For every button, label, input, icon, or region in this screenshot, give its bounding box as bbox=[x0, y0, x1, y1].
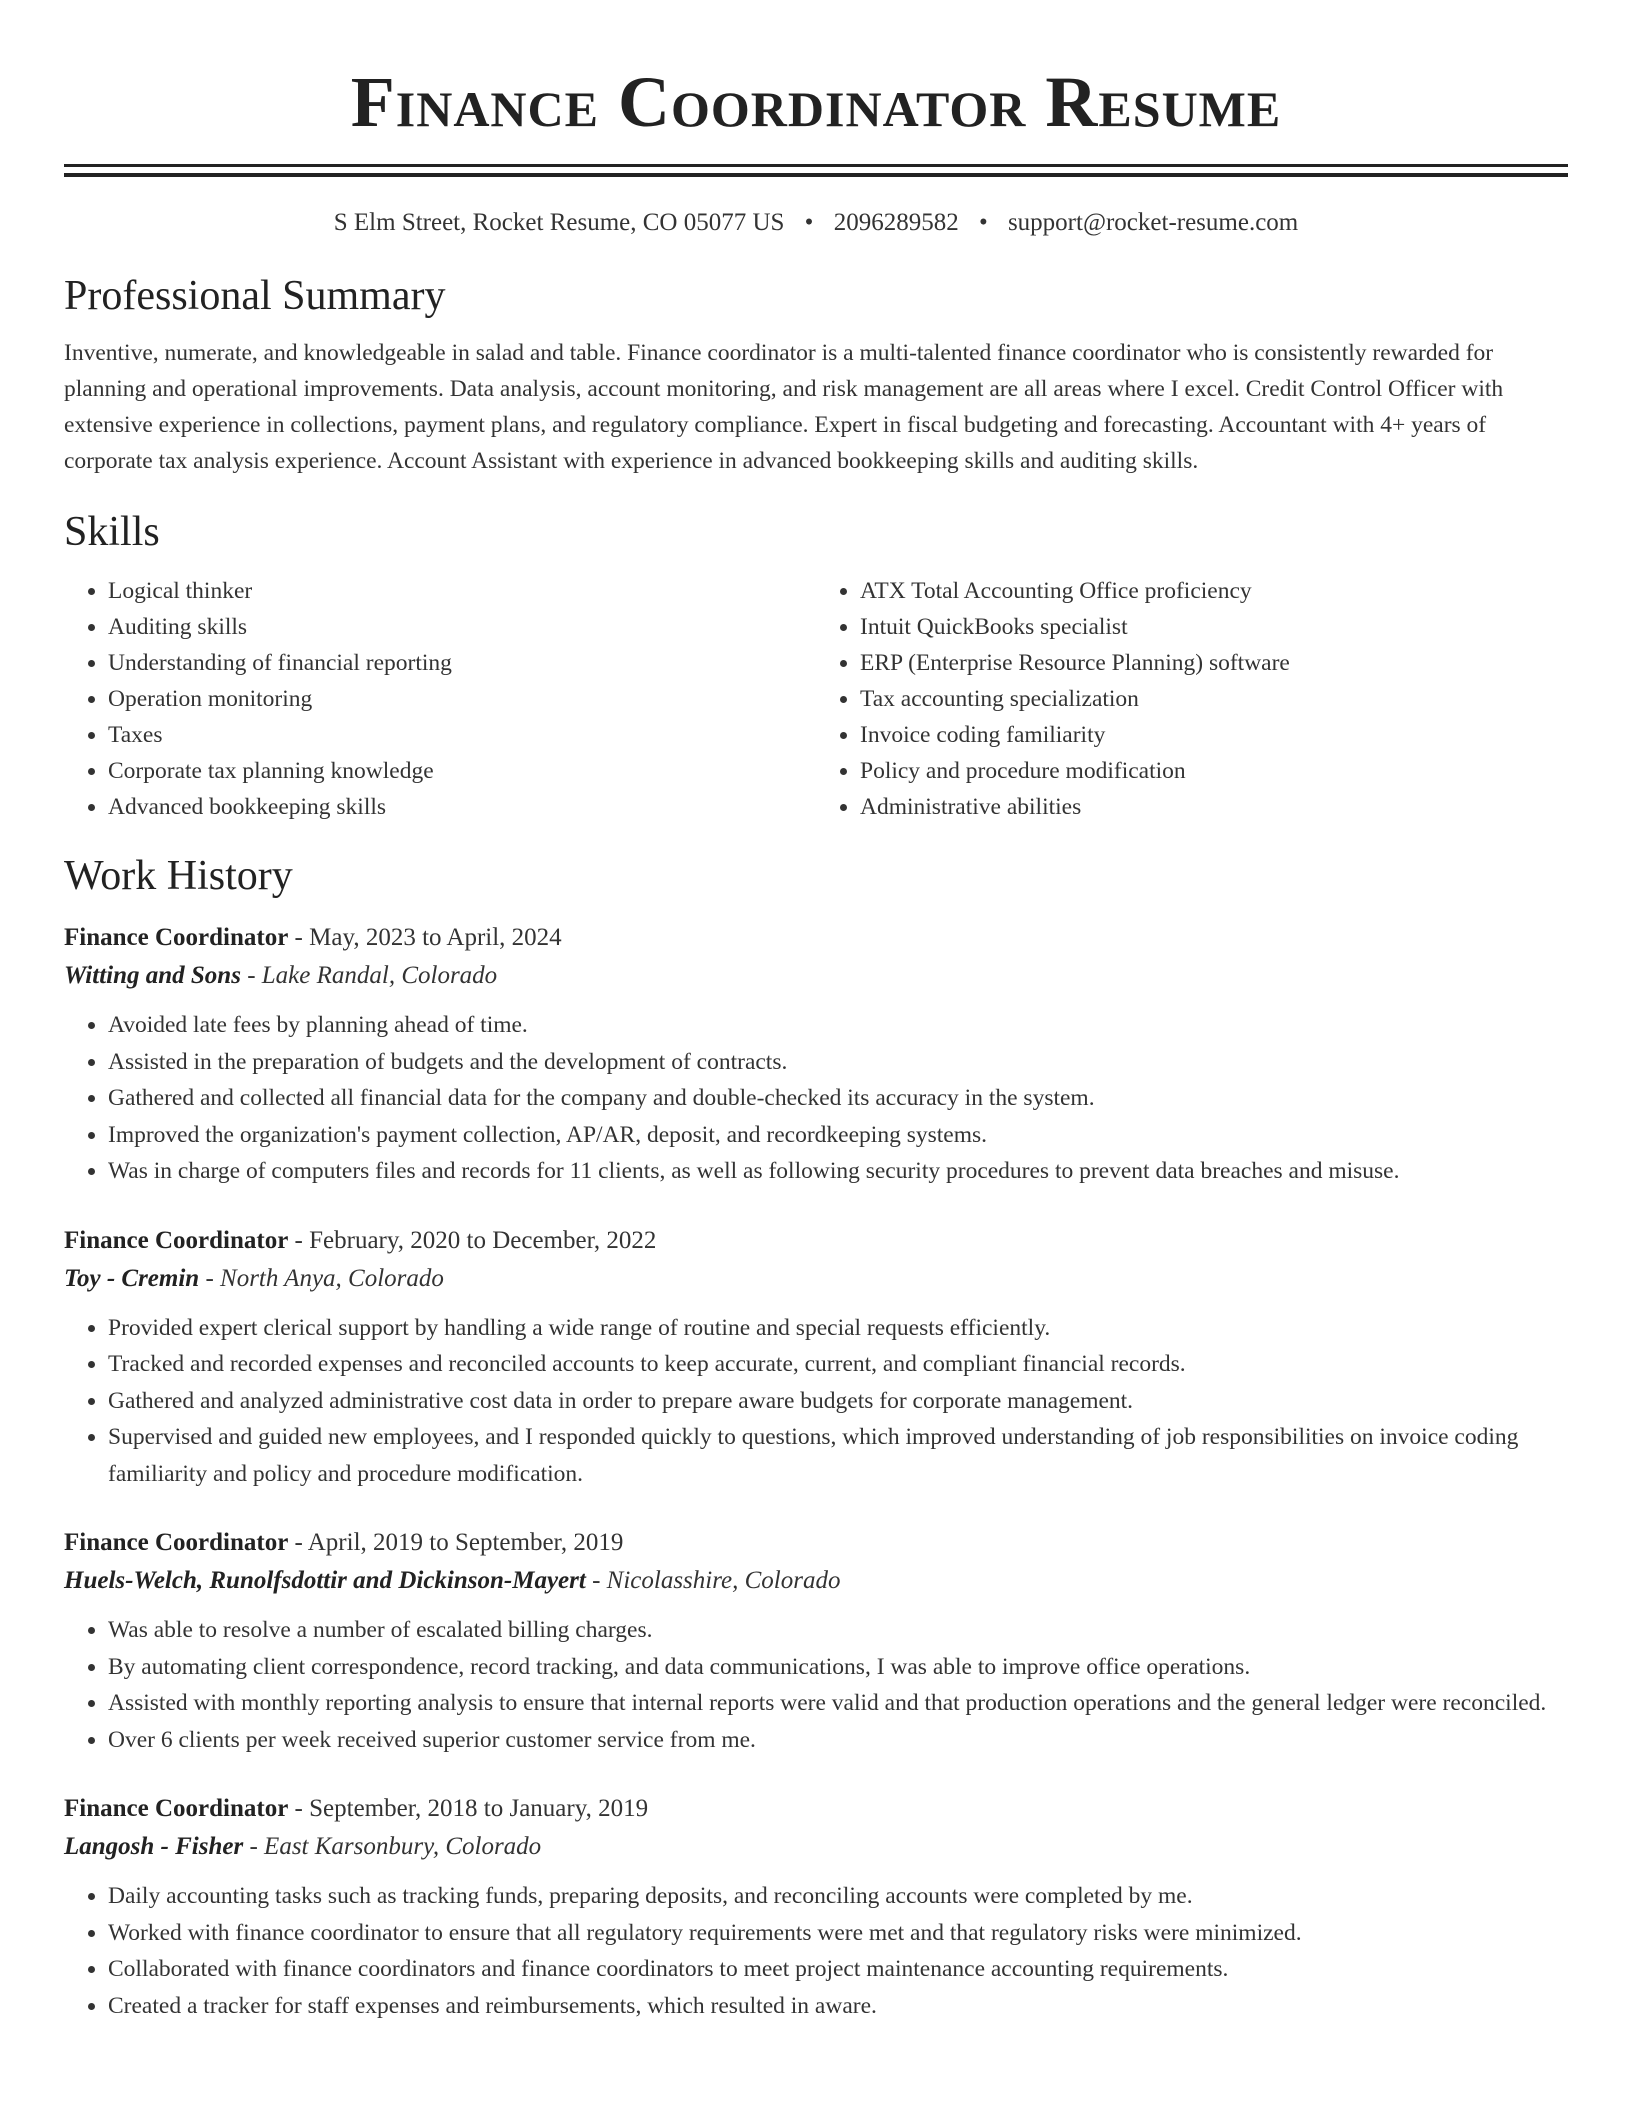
job-bullets bbox=[64, 1007, 1568, 1190]
company-line bbox=[64, 1828, 1568, 1866]
job-bullet: • Gathered and analyzed administrative cost data in order to prepare aware budgets for corporate management. bbox=[108, 1383, 1568, 1420]
job-dash: - bbox=[199, 1264, 221, 1292]
job-bullet: • Collaborated with finance coordinators and finance coordinators to meet project maintenance accounting requirements. bbox=[108, 1951, 1568, 1988]
company-name: Witting and Sons bbox=[64, 962, 241, 989]
job-entry bbox=[64, 1222, 1568, 1493]
company-line bbox=[64, 1260, 1568, 1298]
job-bullets bbox=[64, 1612, 1568, 1758]
job-bullet: • By automating client correspondence, record tracking, and data communications, I was able to improve office operations. bbox=[108, 1649, 1568, 1686]
skill-item: • ATX Total Accounting Office proficiency bbox=[860, 573, 1568, 609]
job-title: Finance Coordinator bbox=[64, 1226, 289, 1254]
company-name: Toy - Cremin bbox=[64, 1264, 200, 1292]
job-bullet: • Was able to resolve a number of escalated billing charges. bbox=[108, 1612, 1568, 1649]
job-dash: - bbox=[585, 1567, 607, 1594]
job-title-line bbox=[64, 1790, 1568, 1828]
job-title: Finance Coordinator bbox=[64, 1529, 289, 1556]
job-bullet: • Over 6 clients per week received superior customer service from me. bbox=[108, 1722, 1568, 1759]
skill-item: • Logical thinker bbox=[108, 573, 816, 609]
skill-item: • Auditing skills bbox=[108, 609, 816, 645]
job-entry bbox=[64, 1790, 1568, 2024]
job-dash: - bbox=[288, 1226, 310, 1254]
skills-heading: Skills bbox=[64, 509, 160, 555]
job-bullet: • Tracked and recorded expenses and reconciled accounts to keep accurate, current, and compliant financial records. bbox=[108, 1346, 1568, 1383]
contact-separator: • bbox=[978, 209, 988, 236]
job-bullet: • Supervised and guided new employees, and I responded quickly to questions, which improved understanding of job responsibilities on invoice coding familiarity and policy and procedure modification. bbox=[108, 1419, 1568, 1492]
skill-item: • Understanding of financial reporting bbox=[108, 645, 816, 681]
skill-item: • Intuit QuickBooks specialist bbox=[860, 609, 1568, 645]
company-line bbox=[64, 957, 1568, 995]
skill-item: • Taxes bbox=[108, 717, 816, 753]
company-name: Huels-Welch, Runolfsdottir and Dickinson-Mayert bbox=[64, 1567, 586, 1594]
job-bullet: • Worked with finance coordinator to ensure that all regulatory requirements were met and that regulatory risks were minimized. bbox=[108, 1915, 1568, 1952]
work-history-heading: Work History bbox=[64, 853, 293, 899]
page-title: Finance Coordinator Resume bbox=[350, 62, 1282, 142]
summary-heading: Professional Summary bbox=[64, 273, 446, 319]
skill-item: • Invoice coding familiarity bbox=[860, 717, 1568, 753]
job-bullet: • Was in charge of computers files and records for 11 clients, as well as following security procedures to prevent data breaches and misuse. bbox=[108, 1153, 1568, 1190]
skills-list bbox=[64, 573, 1568, 825]
job-dates: September, 2018 to January, 2019 bbox=[309, 1795, 649, 1822]
skill-item: • Corporate tax planning knowledge bbox=[108, 753, 816, 789]
job-location: North Anya, Colorado bbox=[220, 1264, 444, 1292]
skill-item: • Administrative abilities bbox=[860, 789, 1568, 825]
skills-column-right bbox=[816, 573, 1568, 825]
skills-column-left bbox=[64, 573, 816, 825]
job-bullet: • Avoided late fees by planning ahead of time. bbox=[108, 1007, 1568, 1044]
job-bullet: • Assisted in the preparation of budgets and the development of contracts. bbox=[108, 1044, 1568, 1081]
skill-item: • Advanced bookkeeping skills bbox=[108, 789, 816, 825]
job-bullet: • Improved the organization's payment collection, AP/AR, deposit, and recordkeeping systems. bbox=[108, 1117, 1568, 1154]
job-title-line bbox=[64, 1222, 1568, 1260]
job-bullets bbox=[64, 1878, 1568, 2024]
title-divider-bottom bbox=[64, 173, 1568, 177]
job-bullet: • Gathered and collected all financial data for the company and double-checked its accuracy in the system. bbox=[108, 1080, 1568, 1117]
skill-item: • Operation monitoring bbox=[108, 681, 816, 717]
job-dash: - bbox=[288, 1795, 310, 1822]
job-bullet: • Provided expert clerical support by handling a wide range of routine and special requests efficiently. bbox=[108, 1310, 1568, 1347]
job-title-line bbox=[64, 1524, 1568, 1562]
contact-phone: 2096289582 bbox=[833, 209, 959, 236]
company-name: Langosh - Fisher bbox=[64, 1833, 244, 1860]
job-title-line bbox=[64, 919, 1568, 957]
job-bullet: • Daily accounting tasks such as tracking funds, preparing deposits, and reconciling accounts were completed by me. bbox=[108, 1878, 1568, 1915]
title-divider-top bbox=[64, 164, 1568, 167]
job-title: Finance Coordinator bbox=[64, 1795, 289, 1822]
job-title: Finance Coordinator bbox=[64, 924, 289, 951]
job-bullets bbox=[64, 1310, 1568, 1493]
contact-separator: • bbox=[804, 209, 814, 236]
contact-address: S Elm Street, Rocket Resume, CO 05077 US bbox=[333, 209, 785, 236]
skill-item: • Tax accounting specialization bbox=[860, 681, 1568, 717]
job-dates: February, 2020 to December, 2022 bbox=[309, 1226, 657, 1254]
job-dash: - bbox=[243, 1833, 265, 1860]
contact-line bbox=[64, 207, 1568, 239]
job-bullet: • Assisted with monthly reporting analysis to ensure that internal reports were valid and that production operations and the general ledger were reconciled. bbox=[108, 1685, 1568, 1722]
job-dash: - bbox=[288, 1529, 308, 1556]
job-location: East Karsonbury, Colorado bbox=[264, 1833, 542, 1860]
summary-text: Inventive, numerate, and knowledgeable in salad and table. Finance coordinator is a multi-talented finance coordinator who is consistently rewarded for planning and operational improvements. Data analysis, account monitoring, and risk management are all areas where I excel. Credit Control Officer with extensive experience in collections, payment plans, and regulatory compliance. Expert in fiscal budgeting and forecasting. Accountant with 4+ years of corporate tax analysis experience. Account Assistant with experience in advanced bookkeeping skills and auditing skills. bbox=[64, 340, 1504, 474]
company-line bbox=[64, 1562, 1568, 1600]
job-entry bbox=[64, 919, 1568, 1190]
job-dates: April, 2019 to September, 2019 bbox=[307, 1529, 624, 1556]
job-location: Nicolasshire, Colorado bbox=[606, 1567, 841, 1594]
job-entry bbox=[64, 1524, 1568, 1758]
job-dash: - bbox=[240, 962, 262, 989]
job-dash: - bbox=[288, 924, 310, 951]
skill-item: • ERP (Enterprise Resource Planning) software bbox=[860, 645, 1568, 681]
job-dates: May, 2023 to April, 2024 bbox=[309, 924, 562, 951]
contact-email: support@rocket-resume.com bbox=[1007, 209, 1299, 236]
job-location: Lake Randal, Colorado bbox=[261, 962, 498, 989]
job-bullet: • Created a tracker for staff expenses and reimbursements, which resulted in aware. bbox=[108, 1988, 1568, 2025]
resume-page bbox=[64, 0, 1568, 2024]
skill-item: • Policy and procedure modification bbox=[860, 753, 1568, 789]
